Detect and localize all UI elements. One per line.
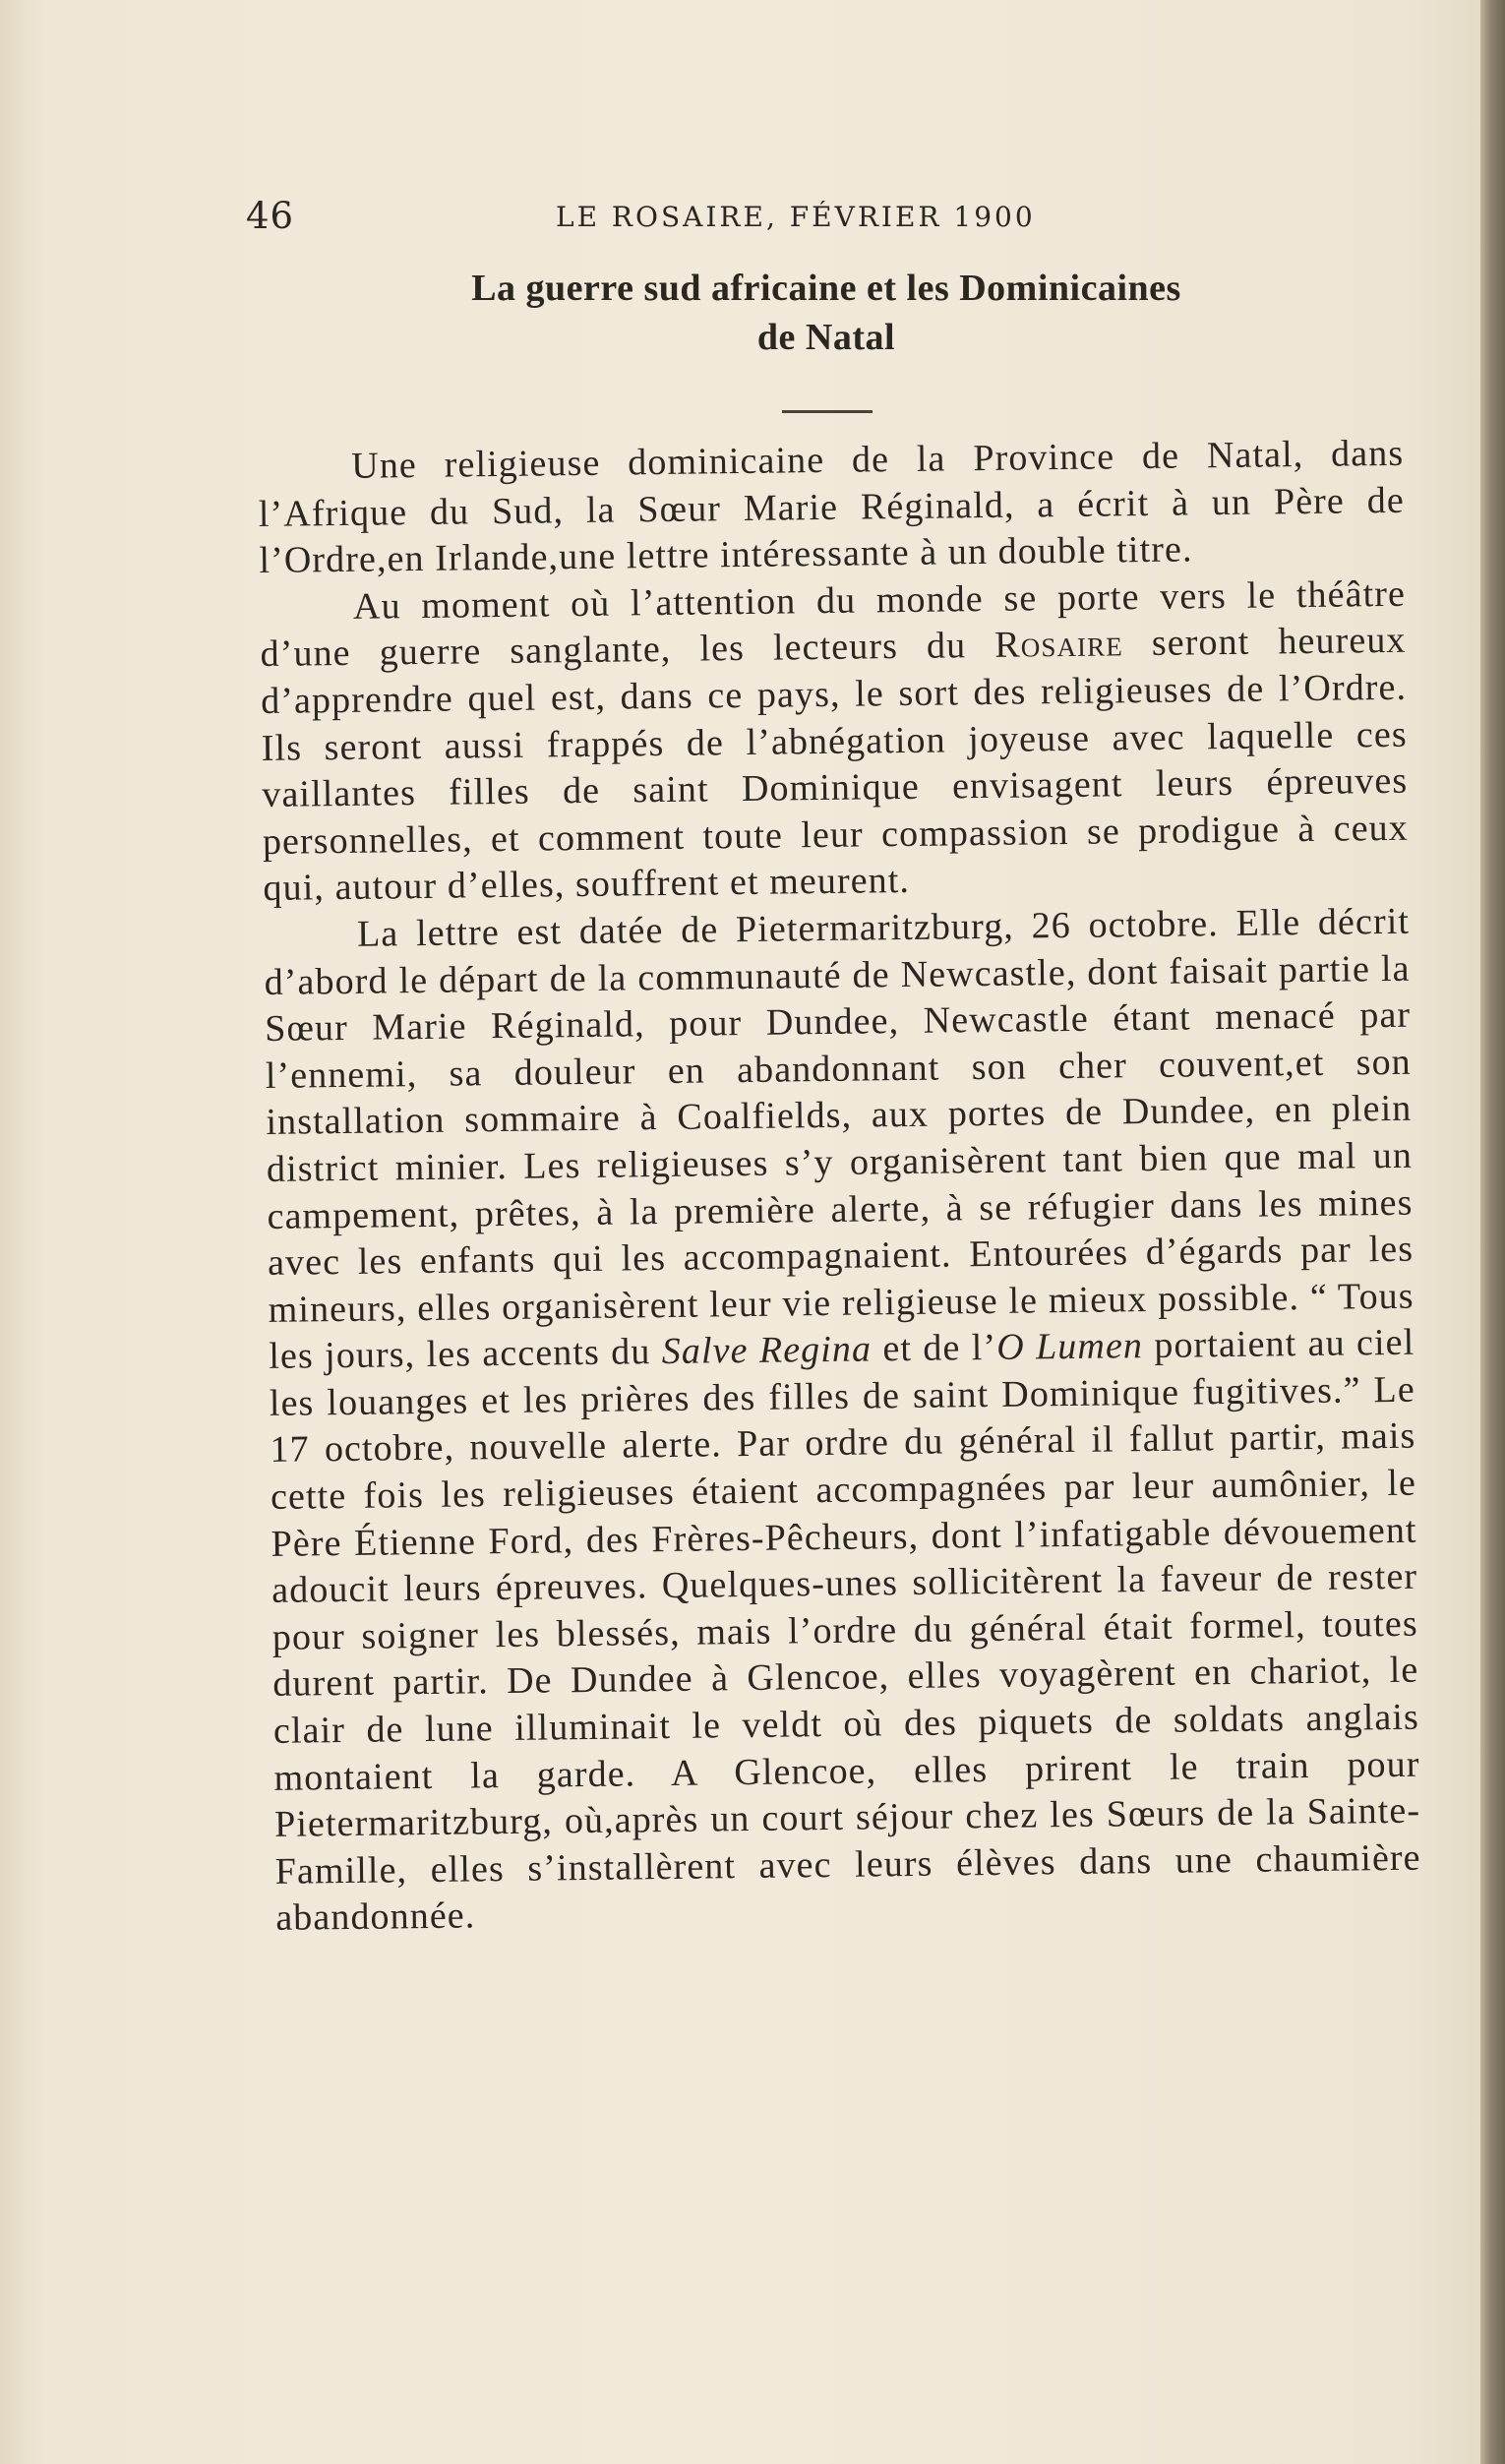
article-body [258, 431, 1422, 1943]
o-lumen-italic: O Lumen [995, 1325, 1144, 1369]
paragraph-2 [260, 571, 1410, 913]
title-divider [782, 410, 873, 413]
article-title-line-2: de Natal [756, 317, 896, 358]
article-title [246, 264, 1407, 362]
salve-regina-italic: Salve Regina [661, 1328, 873, 1373]
journal-name-smallcaps: Rosaire [994, 623, 1124, 667]
running-head [246, 195, 1180, 254]
page-number: 46 [246, 195, 295, 237]
paragraph-3-text-a: La lettre est datée de Pietermaritzburg, 26 octobre. Elle décrit d’abord le départ de la communauté de Newcastle, dont faisait partie la Sœur Marie Réginald, pour Dundee, Newcastle étant menacé par l’ennemi, sa douleur en abandonnant son cher couvent,et son installation sommaire à Coalfields, aux portes de Dundee, en plein district minier. Les religieuses s’y organisèrent tant bien que mal un campement, prêtes, à la première alerte, à se réfugier dans les mines avec les enfants qui les accompagnaient. Entourées d’égards par les mineurs, elles organisèrent leur vie religieuse le mieux possible. “ Tous les jours, les accents du [264, 900, 1415, 1378]
paragraph-2-text-b: seront heureux d’apprendre quel est, dans ce pays, le sort des religieuses de l’Ordre. Ils seront aussi frappés de l’abnégation joyeuse avec laquelle ces vaillantes filles de saint Dominique envisagent leurs épreuves personnelles, et comment toute leur compassion se prodigue à ceux qui, autour d’elles, souffrent et meurent. [260, 620, 1410, 910]
paragraph-3-text-c: portaient au ciel les louanges et les prières des filles de saint Dominique fugitives.” Le 17 octobre, nouvelle alerte. Par ordre du général il fallut partir, mais cette fois les religieuses étaient accompagnées par leur aumônier, le Père Étienne Ford, des Frères-Pêcheurs, dont l’infatigable dévouement adoucit leurs épreuves. Quelques-unes sollicitèrent la faveur de rester pour soigner les blessés, mais l’ordre du général était formel, toutes durent partir. De Dundee à Glencoe, elles voyagèrent en chariot, le clair de lune illuminait le veldt où des piquets de soldats anglais montaient la garde. A Glencoe, elles prirent le train pour Pietermaritzburg, où,après un court séjour chez les Sœurs de la Sainte-Famille, elles s’installèrent avec leurs élèves dans une chaumière abandonnée. [269, 1321, 1421, 1940]
book-page-edge [1480, 0, 1505, 2464]
paragraph-2-text-a: Au moment où l’attention du monde se porte vers le théâtre d’une guerre sanglante, les lecteurs du [260, 572, 1407, 676]
paragraph-3-text-b: et de l’ [871, 1327, 997, 1370]
paragraph-1: Une religieuse dominicaine de la Province de Natal, dans l’Afrique du Sud, la Sœur Marie Réginald, a écrit à un Père de l’Ordre,en Irlande,une lettre intéressante à un double titre. [258, 432, 1406, 582]
paragraph-3 [264, 899, 1422, 1943]
journal-title: LE ROSAIRE, FÉVRIER 1900 [556, 201, 1036, 233]
article-title-line-1: La guerre sud africaine et les Dominicaines [471, 268, 1181, 309]
